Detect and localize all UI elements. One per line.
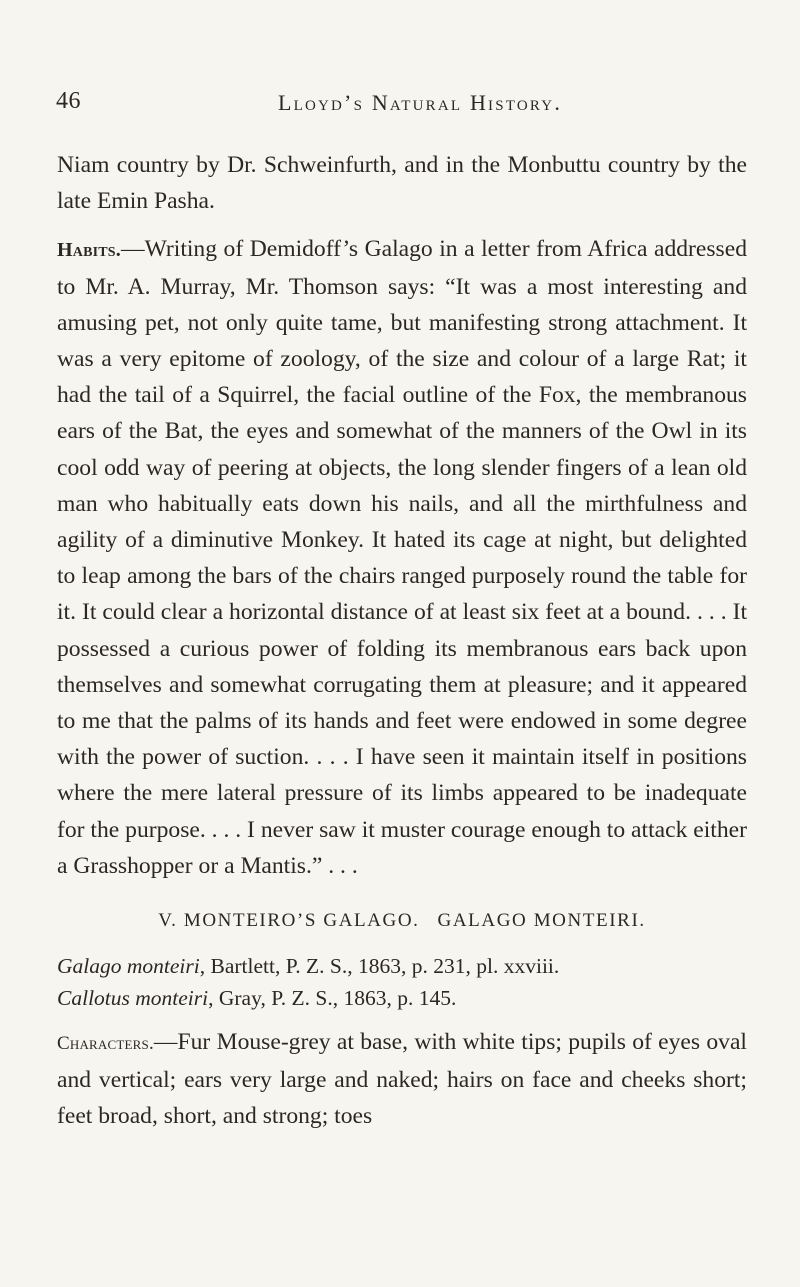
- habits-label: Habits.: [57, 239, 121, 262]
- synonym-citation: , Bartlett, P. Z. S., 1863, p. 231, pl. xxviii.: [199, 954, 560, 979]
- section-heading-scientific: GALAGO MONTEIRI.: [437, 910, 646, 932]
- section-heading-common: V. MONTEIRO’S GALAGO.: [158, 910, 420, 932]
- synonym-citation: , Gray, P. Z. S., 1863, p. 145.: [208, 986, 457, 1011]
- synonym-name: Galago monteiri: [57, 954, 200, 979]
- paragraph-continuation: Niam country by Dr. Schweinfurth, and in the Monbuttu country by the late Emin Pasha.: [57, 152, 747, 215]
- page-number: 46: [56, 88, 81, 114]
- synonym-name: Callotus monteiri: [57, 986, 209, 1011]
- habits-paragraph: [57, 231, 747, 884]
- page-body: [57, 147, 747, 1135]
- characters-text: —Fur Mouse-grey at base, with white tips; pupils of eyes oval and vertical; ears very large and naked; hairs on face and cheeks short; feet broad, short, and strong; toes: [57, 1029, 747, 1130]
- synonym-entry: [57, 982, 747, 1014]
- characters-label: Characters.: [57, 1033, 154, 1055]
- habits-text: —Writing of Demidoff’s Galago in a letter from Africa addressed to Mr. A. Murray, Mr. Thomson says: “It was a most interesting and amusing pet, not only quite tame, but manifesting strong attachment. It was a very epitome of zoology, of the size and colour of a large Rat; it had the tail of a Squirrel, the facial outline of the Fox, the membranous ears of the Bat, the eyes and somewhat of the manners of the Owl in its cool odd way of peering at objects, the long slender fingers of a lean old man who habitually eats down his nails, and all the mirthfulness and agility of a diminutive Monkey. It hated its cage at night, but delighted to leap among the bars of the chairs ranged purposely round the table for it. It could clear a horizontal distance of at least six feet at a bound. . . . It possessed a curious power of folding its membranous ears back upon themselves and somewhat corrugating them at pleasure; and it appeared to me that the palms of its hands and feet were endowed in some degree with the power of suction. . . . I have seen it maintain itself in positions where the mere lateral pressure of its limbs appeared to be inadequate for the purpose. . . . I never saw it muster courage enough to attack either a Grasshopper or a Mantis.” . . .: [57, 236, 747, 879]
- running-head: Lloyd’s Natural History.: [277, 90, 563, 115]
- section-heading: [57, 910, 747, 932]
- page-header: [56, 88, 744, 122]
- synonym-entry: [57, 950, 747, 982]
- synonymy-list: [57, 950, 747, 1014]
- characters-paragraph: [57, 1024, 747, 1135]
